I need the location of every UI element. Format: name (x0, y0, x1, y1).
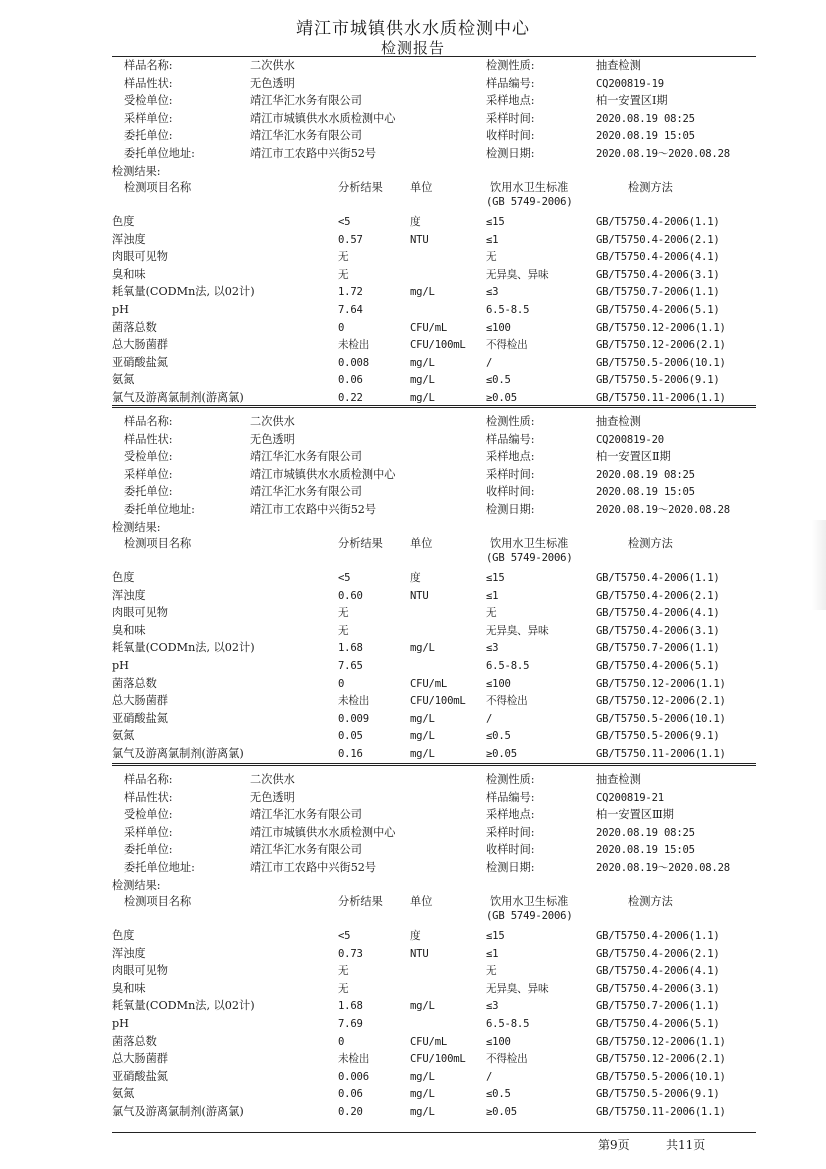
field-label: 采样地点: (486, 94, 535, 107)
item-name: 臭和味 (112, 623, 146, 637)
field-label: 委托单位: (124, 129, 173, 142)
column-header-result: 分析结果 (338, 537, 383, 550)
item-unit: mg/L (410, 392, 435, 404)
item-standard: ≤100 (486, 1035, 511, 1048)
column-header-standard: 饮用水卫生标准 (490, 537, 569, 550)
field-value: 无色透明 (250, 432, 295, 446)
item-unit: CFU/mL (410, 321, 448, 334)
results-heading: 检测结果: (112, 879, 161, 892)
item-name: 总大肠菌群 (112, 694, 168, 708)
field-label: 样品性状: (124, 790, 173, 804)
item-standard: 不得检出 (486, 695, 528, 708)
item-standard: ≤1 (486, 589, 499, 602)
item-unit: NTU (410, 947, 429, 960)
item-name: 色度 (112, 929, 135, 942)
item-name: 亚硝酸盐氮 (112, 1069, 168, 1083)
field-value: 靖江华汇水务有限公司 (250, 129, 362, 142)
field-value: 靖江华汇水务有限公司 (250, 808, 362, 821)
item-method: GB/T5750.5-2006(9.1) (596, 730, 720, 743)
column-header-item: 检测项目名称 (124, 181, 192, 194)
field-label: 采样地点: (486, 450, 535, 463)
item-method: GB/T5750.5-2006(10.1) (596, 356, 726, 369)
item-method: GB/T5750.4-2006(5.1) (596, 660, 720, 672)
item-result: 0.60 (338, 589, 363, 602)
section-divider (112, 763, 756, 764)
item-unit: 度 (410, 572, 421, 584)
field-value: 2020.08.19 08:25 (596, 112, 695, 125)
item-result: 7.64 (338, 304, 363, 316)
field-value: 二次供水 (250, 415, 295, 428)
item-method: GB/T5750.12-2006(2.1) (596, 1053, 726, 1066)
field-value: 二次供水 (250, 773, 295, 786)
item-standard: / (486, 356, 493, 369)
item-name: 亚硝酸盐氮 (112, 711, 168, 725)
column-header-unit: 单位 (410, 895, 433, 908)
item-standard: ≤100 (486, 677, 511, 690)
field-label: 委托单位: (124, 843, 173, 856)
item-method: GB/T5750.11-2006(1.1) (596, 748, 726, 760)
item-method: GB/T5750.4-2006(2.1) (596, 233, 720, 246)
field-value: 靖江华汇水务有限公司 (250, 843, 362, 856)
field-label: 检测性质: (486, 59, 535, 72)
item-standard: 6.5-8.5 (486, 304, 530, 316)
item-method: GB/T5750.4-2006(1.1) (596, 930, 720, 942)
column-header-unit: 单位 (410, 537, 433, 550)
field-value: 靖江市工农路中兴街52号 (250, 860, 377, 874)
item-unit: mg/L (410, 1106, 435, 1118)
item-method: GB/T5750.4-2006(3.1) (596, 268, 720, 281)
field-label: 检测性质: (486, 415, 535, 428)
item-method: GB/T5750.5-2006(9.1) (596, 374, 720, 387)
item-method: GB/T5750.12-2006(1.1) (596, 1035, 726, 1048)
column-header-standard-ref: (GB 5749-2006) (486, 910, 573, 922)
item-result: 0.05 (338, 730, 363, 743)
item-unit: CFU/100mL (410, 695, 466, 708)
item-standard: 6.5-8.5 (486, 1018, 530, 1030)
item-unit: NTU (410, 233, 429, 246)
field-value: 靖江市城镇供水水质检测中心 (250, 467, 396, 481)
item-method: GB/T5750.11-2006(1.1) (596, 1106, 726, 1118)
item-method: GB/T5750.12-2006(2.1) (596, 339, 726, 352)
item-result: 0.22 (338, 392, 363, 404)
item-method: GB/T5750.7-2006(1.1) (596, 642, 720, 655)
item-standard: 无异臭、异味 (486, 268, 549, 281)
item-result: 1.68 (338, 642, 363, 655)
field-label: 收样时间: (486, 843, 535, 856)
field-label: 样品编号: (486, 432, 535, 446)
section-divider (112, 407, 756, 408)
item-result: 7.65 (338, 660, 363, 672)
field-label: 样品编号: (486, 790, 535, 804)
item-unit: mg/L (410, 730, 435, 743)
item-name: 臭和味 (112, 267, 146, 281)
item-name: 氨氮 (112, 373, 135, 387)
item-name: pH (112, 1017, 129, 1030)
item-result: 1.68 (338, 1000, 363, 1013)
field-value: 抽查检测 (596, 415, 641, 428)
item-unit: CFU/100mL (410, 1053, 466, 1066)
item-standard: 6.5-8.5 (486, 660, 530, 672)
item-standard: ≥0.05 (486, 748, 517, 760)
item-method: GB/T5750.11-2006(1.1) (596, 392, 726, 404)
item-standard: ≤0.5 (486, 730, 511, 743)
field-value: 抽查检测 (596, 773, 641, 786)
field-value: 靖江市工农路中兴街52号 (250, 502, 377, 516)
item-result: 0 (338, 1035, 345, 1048)
field-label: 委托单位地址: (124, 146, 195, 160)
item-result: 无 (338, 607, 349, 620)
field-label: 采样时间: (486, 467, 535, 481)
item-name: 肉眼可见物 (112, 606, 168, 620)
item-standard: ≤15 (486, 572, 505, 584)
field-label: 样品名称: (124, 773, 173, 786)
field-label: 检测日期: (486, 860, 535, 874)
field-value: 2020.08.19 08:25 (596, 826, 695, 839)
field-label: 采样时间: (486, 825, 535, 839)
item-result: 0.06 (338, 374, 363, 387)
field-label: 收样时间: (486, 129, 535, 142)
item-standard: 无 (486, 251, 497, 264)
section-divider (112, 765, 756, 766)
item-method: GB/T5750.4-2006(5.1) (596, 1018, 720, 1030)
field-label: 采样时间: (486, 111, 535, 125)
item-method: GB/T5750.12-2006(1.1) (596, 677, 726, 690)
item-result: 未检出 (338, 339, 370, 352)
item-unit: mg/L (410, 748, 435, 760)
item-name: 耗氧量(CODMn法, 以02计) (112, 999, 255, 1013)
item-method: GB/T5750.7-2006(1.1) (596, 1000, 720, 1013)
item-name: 氯气及游离氯制剂(游离氯) (112, 391, 244, 404)
item-name: 菌落总数 (112, 676, 157, 690)
item-name: 氯气及游离氯制剂(游离氯) (112, 747, 244, 760)
item-result: 7.69 (338, 1018, 363, 1030)
item-unit: mg/L (410, 356, 435, 369)
column-header-method: 检测方法 (628, 537, 673, 550)
field-value: 柏一安置区Ⅰ期 (596, 94, 668, 107)
column-header-standard-ref: (GB 5749-2006) (486, 196, 573, 208)
item-name: 氯气及游离氯制剂(游离氯) (112, 1105, 244, 1118)
item-name: 浑浊度 (112, 232, 146, 246)
item-name: 总大肠菌群 (112, 1052, 168, 1066)
item-unit: mg/L (410, 642, 435, 655)
item-name: 色度 (112, 571, 135, 584)
item-name: 肉眼可见物 (112, 250, 168, 264)
field-value: 2020.08.19 15:05 (596, 486, 695, 498)
item-result: 0.16 (338, 748, 363, 760)
field-label: 样品编号: (486, 76, 535, 90)
item-name: pH (112, 659, 129, 672)
field-value: 2020.08.19～2020.08.28 (596, 503, 730, 516)
item-method: GB/T5750.4-2006(3.1) (596, 624, 720, 637)
item-standard: 无 (486, 965, 497, 978)
field-value: 靖江市城镇供水水质检测中心 (250, 111, 396, 125)
item-unit: mg/L (410, 1070, 435, 1083)
item-method: GB/T5750.4-2006(5.1) (596, 304, 720, 316)
field-label: 收样时间: (486, 485, 535, 498)
item-result: 无 (338, 251, 349, 264)
item-result: <5 (338, 572, 351, 584)
item-standard: ≤3 (486, 286, 499, 299)
item-name: 浑浊度 (112, 946, 146, 960)
item-method: GB/T5750.5-2006(10.1) (596, 1070, 726, 1083)
item-name: 色度 (112, 215, 135, 228)
item-standard: ≥0.05 (486, 392, 517, 404)
field-value: 抽查检测 (596, 59, 641, 72)
field-value: 无色透明 (250, 790, 295, 804)
field-value: 2020.08.19 15:05 (596, 130, 695, 142)
column-header-method: 检测方法 (628, 181, 673, 194)
item-method: GB/T5750.5-2006(10.1) (596, 712, 726, 725)
item-standard: ≤1 (486, 233, 499, 246)
field-value: CQ200819-19 (596, 77, 664, 90)
item-standard: ≤0.5 (486, 1088, 511, 1101)
item-method: GB/T5750.4-2006(1.1) (596, 216, 720, 228)
item-unit: 度 (410, 930, 421, 942)
item-result: <5 (338, 216, 351, 228)
item-name: pH (112, 303, 129, 316)
item-result: 0.006 (338, 1070, 369, 1083)
item-result: 0.20 (338, 1106, 363, 1118)
field-label: 委托单位: (124, 485, 173, 498)
item-standard: ≤15 (486, 216, 505, 228)
field-label: 委托单位地址: (124, 860, 195, 874)
item-result: 无 (338, 965, 349, 978)
field-label: 检测日期: (486, 502, 535, 516)
item-unit: mg/L (410, 1000, 435, 1013)
item-standard: 无 (486, 607, 497, 620)
item-result: <5 (338, 930, 351, 942)
field-label: 受检单位: (124, 808, 173, 821)
item-standard: ≤100 (486, 321, 511, 334)
field-label: 采样地点: (486, 808, 535, 821)
item-result: 1.72 (338, 286, 363, 299)
item-name: 臭和味 (112, 981, 146, 995)
field-value: 2020.08.19～2020.08.28 (596, 147, 730, 160)
item-standard: ≤3 (486, 1000, 499, 1013)
item-method: GB/T5750.5-2006(9.1) (596, 1088, 720, 1101)
item-unit: CFU/mL (410, 677, 448, 690)
scan-edge-shadow (812, 520, 826, 610)
item-method: GB/T5750.4-2006(4.1) (596, 607, 720, 620)
field-value: 靖江市城镇供水水质检测中心 (250, 825, 396, 839)
field-label: 样品名称: (124, 415, 173, 428)
item-method: GB/T5750.4-2006(4.1) (596, 251, 720, 264)
section-divider (112, 56, 756, 57)
field-value: 柏一安置区Ⅱ期 (596, 450, 671, 463)
field-value: 无色透明 (250, 76, 295, 90)
column-header-method: 检测方法 (628, 895, 673, 908)
item-standard: ≤15 (486, 930, 505, 942)
item-method: GB/T5750.4-2006(2.1) (596, 947, 720, 960)
column-header-item: 检测项目名称 (124, 537, 192, 550)
field-value: 靖江华汇水务有限公司 (250, 94, 362, 107)
item-method: GB/T5750.12-2006(2.1) (596, 695, 726, 708)
item-result: 0.06 (338, 1088, 363, 1101)
item-unit: CFU/mL (410, 1035, 448, 1048)
item-result: 未检出 (338, 695, 370, 708)
field-value: 2020.08.19～2020.08.28 (596, 861, 730, 874)
item-standard: ≤0.5 (486, 374, 511, 387)
page-number: 第9页 (598, 1138, 630, 1152)
column-header-standard: 饮用水卫生标准 (490, 895, 569, 908)
item-unit: 度 (410, 216, 421, 228)
item-result: 0 (338, 321, 345, 334)
item-standard: 不得检出 (486, 339, 528, 352)
results-heading: 检测结果: (112, 521, 161, 534)
field-value: CQ200819-20 (596, 433, 664, 446)
field-value: 2020.08.19 08:25 (596, 468, 695, 481)
item-name: 氨氮 (112, 729, 135, 743)
item-name: 氨氮 (112, 1087, 135, 1101)
report-title: 检测报告 (380, 39, 445, 57)
item-standard: / (486, 1070, 493, 1083)
field-value: 2020.08.19 15:05 (596, 844, 695, 856)
item-standard: ≤1 (486, 947, 499, 960)
field-label: 样品性状: (124, 432, 173, 446)
item-standard: 不得检出 (486, 1053, 528, 1066)
item-result: 无 (338, 982, 349, 995)
item-result: 0 (338, 677, 345, 690)
field-label: 采样单位: (124, 111, 173, 125)
field-value: 靖江华汇水务有限公司 (250, 485, 362, 498)
item-standard: 无异臭、异味 (486, 624, 549, 637)
item-method: GB/T5750.7-2006(1.1) (596, 286, 720, 299)
item-unit: mg/L (410, 286, 435, 299)
column-header-standard-ref: (GB 5749-2006) (486, 552, 573, 564)
item-unit: mg/L (410, 712, 435, 725)
column-header-result: 分析结果 (338, 895, 383, 908)
item-unit: mg/L (410, 1088, 435, 1101)
item-method: GB/T5750.12-2006(1.1) (596, 321, 726, 334)
column-header-result: 分析结果 (338, 181, 383, 194)
org-title: 靖江市城镇供水水质检测中心 (296, 19, 530, 39)
item-standard: 无异臭、异味 (486, 982, 549, 995)
item-unit: CFU/100mL (410, 339, 466, 352)
field-value: 靖江市工农路中兴街52号 (250, 146, 377, 160)
item-name: 肉眼可见物 (112, 964, 168, 978)
field-value: 柏一安置区Ⅲ期 (596, 808, 674, 821)
item-name: 浑浊度 (112, 588, 146, 602)
field-label: 委托单位地址: (124, 502, 195, 516)
results-heading: 检测结果: (112, 165, 161, 178)
item-name: 菌落总数 (112, 320, 157, 334)
field-label: 采样单位: (124, 825, 173, 839)
item-method: GB/T5750.4-2006(2.1) (596, 589, 720, 602)
column-header-item: 检测项目名称 (124, 895, 192, 908)
item-method: GB/T5750.4-2006(3.1) (596, 982, 720, 995)
item-name: 耗氧量(CODMn法, 以02计) (112, 285, 255, 299)
field-value: CQ200819-21 (596, 791, 664, 804)
item-result: 无 (338, 624, 349, 637)
item-result: 0.008 (338, 356, 369, 369)
field-label: 样品性状: (124, 76, 173, 90)
field-label: 样品名称: (124, 59, 173, 72)
item-method: GB/T5750.4-2006(1.1) (596, 572, 720, 584)
column-header-standard: 饮用水卫生标准 (490, 181, 569, 194)
item-result: 未检出 (338, 1053, 370, 1066)
field-label: 采样单位: (124, 467, 173, 481)
section-divider (112, 1132, 756, 1133)
page-total: 共11页 (666, 1138, 706, 1152)
item-name: 亚硝酸盐氮 (112, 355, 168, 369)
item-name: 菌落总数 (112, 1034, 157, 1048)
item-result: 0.73 (338, 947, 363, 960)
item-standard: ≤3 (486, 642, 499, 655)
item-result: 无 (338, 268, 349, 281)
field-value: 二次供水 (250, 59, 295, 72)
item-name: 耗氧量(CODMn法, 以02计) (112, 641, 255, 655)
item-unit: mg/L (410, 374, 435, 387)
item-standard: / (486, 712, 493, 725)
field-label: 受检单位: (124, 94, 173, 107)
item-method: GB/T5750.4-2006(4.1) (596, 965, 720, 978)
item-name: 总大肠菌群 (112, 338, 168, 352)
item-result: 0.009 (338, 712, 369, 725)
item-unit: NTU (410, 589, 429, 602)
field-label: 受检单位: (124, 450, 173, 463)
field-value: 靖江华汇水务有限公司 (250, 450, 362, 463)
item-standard: ≥0.05 (486, 1106, 517, 1118)
column-header-unit: 单位 (410, 181, 433, 194)
item-result: 0.57 (338, 233, 363, 246)
field-label: 检测性质: (486, 773, 535, 786)
field-label: 检测日期: (486, 146, 535, 160)
